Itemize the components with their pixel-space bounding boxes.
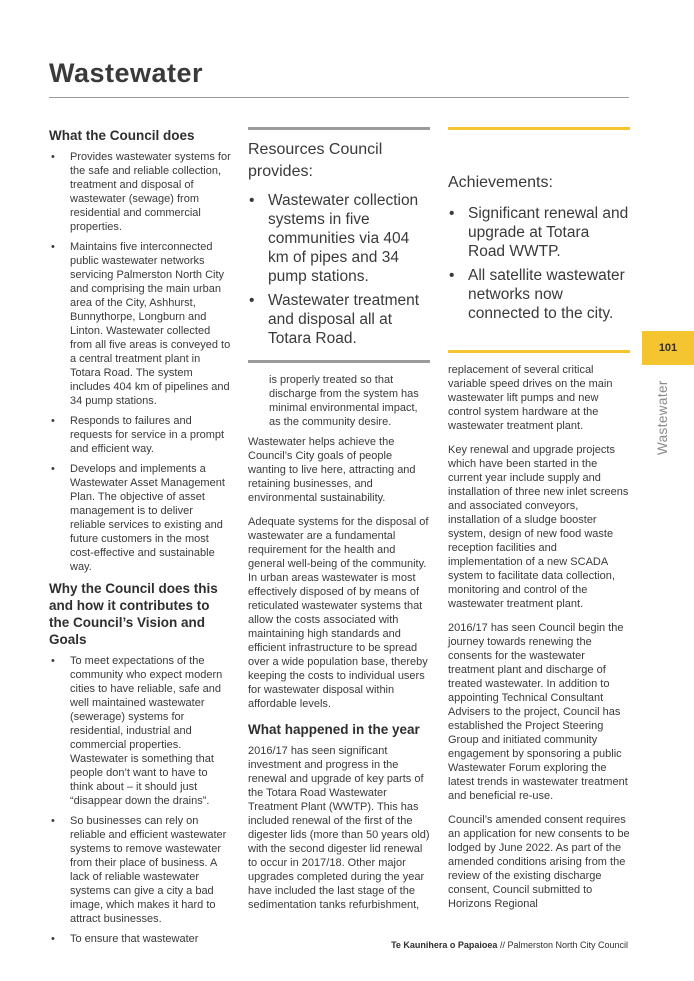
footer-separator: // [497, 940, 508, 950]
why-council-does-this-list [49, 654, 231, 946]
body-paragraph: Key renewal and upgrade projects which have been started in the current year include supply and installation of three new inlet screens and associated conveyors, installation of a sludge booster system, design of new food waste reception facilities and implementation of a new SCADA system to facilitate data collection, monitoring and control of the wastewater treatment plant. [448, 444, 629, 610]
list-item: • Wastewater treatment and disposal all at Totara Road. [248, 291, 430, 348]
section-heading-what-happened: What happened in the year [248, 722, 420, 737]
body-paragraph: Adequate systems for the disposal of wastewater are a fundamental requirement for the health and general well-being of the community. In urban areas wastewater is most effectively disposed of by means of reticulated wastewater systems that allow the costs associated with maintaining high standards and efficient infrastructure to be spread over a wide population base, thereby keeping the costs to individual users for wastewater disposal within affordable levels. [248, 516, 429, 710]
list-item: • All satellite wastewater networks now connected to the city. [448, 266, 630, 323]
list-item: • To ensure that wastewater [49, 932, 231, 946]
body-paragraph: Council’s amended consent requires an application for new consents to be lodged by June 2022. As part of the amended conditions arising from the review of the existing discharge consent, Council submitted to Horizons Regional [448, 814, 630, 910]
list-item: • To meet expectations of the community who expect modern cities to have reliable, safe and well maintained wastewater (sewerage) systems for residential, industrial and commercial properties. Wastewater is something that people don’t want to have to think about – it should just “disappear down the drains”. [49, 654, 231, 808]
column-middle [248, 127, 430, 922]
section-heading-why-council-does-this: Why the Council does this and how it contributes to the Council’s Vision and Goals [49, 581, 218, 647]
achievements-callout-list [448, 204, 630, 323]
page-number-tab [642, 331, 694, 365]
what-council-does-list [49, 150, 231, 574]
page-title: Wastewater [49, 58, 204, 88]
page-number: 101 [658, 342, 678, 354]
list-item: • Maintains five interconnected public wastewater networks servicing Palmerston North City and comprising the main urban area of the City, Ashhurst, Bunnythorpe, Longburn and Linton. Wastewater collected from all five areas is conveyed to a central treatment plant in Totara Road. The system includes 404 km of pipelines and 34 pump stations. [49, 240, 231, 408]
body-paragraph: replacement of several critical variable speed drives on the main wastewater lift pumps and new control system hardware at the wastewater treatment plant. [448, 364, 613, 432]
section-heading-what-council-does: What the Council does [49, 128, 195, 143]
footer-council-name: Palmerston North City Council [507, 940, 628, 950]
list-item: • So businesses can rely on reliable and efficient wastewater systems to remove wastewater from their place of business. A lack of reliable wastewater systems can give a city a bad image, which makes it hard to attract businesses. [49, 814, 231, 926]
bullet-continuation: is properly treated so that discharge from the system has minimal environmental impact, as the community desire. [269, 374, 419, 428]
list-item: • Responds to failures and requests for service in a prompt and efficient way. [49, 414, 231, 456]
list-item: • Develops and implements a Wastewater Asset Management Plan. The objective of asset management is to deliver reliable services to existing and future customers in the most cost-effective and sustainable way. [49, 462, 231, 574]
resources-callout [248, 127, 430, 363]
title-divider [49, 97, 629, 98]
resources-callout-list [248, 191, 430, 348]
footer-maori-name: Te Kaunihera o Papaioea [391, 940, 498, 950]
list-item: • Provides wastewater systems for the safe and reliable collection, treatment and disposal of wastewater (sewage) from residential and commercial properties. [49, 150, 231, 234]
column-right [448, 127, 630, 921]
body-paragraph: Wastewater helps achieve the Council’s City goals of people wanting to live here, attracting and retaining businesses, and environmental sustainability. [248, 436, 416, 504]
column-left [49, 127, 231, 952]
achievements-callout [448, 127, 630, 353]
resources-callout-heading: Resources Council provides: [248, 141, 383, 180]
list-item: • Wastewater collection systems in five communities via 404 km of pipes and 34 pump stations. [248, 191, 430, 286]
achievements-callout-heading: Achievements: [448, 174, 553, 191]
page-footer [391, 940, 628, 950]
body-paragraph: 2016/17 has seen significant investment and progress in the renewal and upgrade of key parts of the Totara Road Wastewater Treatment Plant (WWTP). This has included renewal of the first of the digester lids (more than 50 years old) with the second digester lid renewal to occur in 2017/18. Other major upgrades completed during the year have included the last stage of the sedimentation tanks refurbishment, [248, 745, 430, 911]
section-side-label: Wastewater [655, 380, 670, 455]
body-paragraph: 2016/17 has seen Council begin the journey towards renewing the consents for the wastewater treatment plant and discharge of treated wastewater. In addition to appointing Technical Consultant Advisers to the project, Council has established the Project Steering Group and initiated community engagement by sponsoring a public Wastewater Forum exploring the latest trends in wastewater treatment and beneficial re-use. [448, 622, 628, 802]
list-item: • Significant renewal and upgrade at Totara Road WWTP. [448, 204, 630, 261]
